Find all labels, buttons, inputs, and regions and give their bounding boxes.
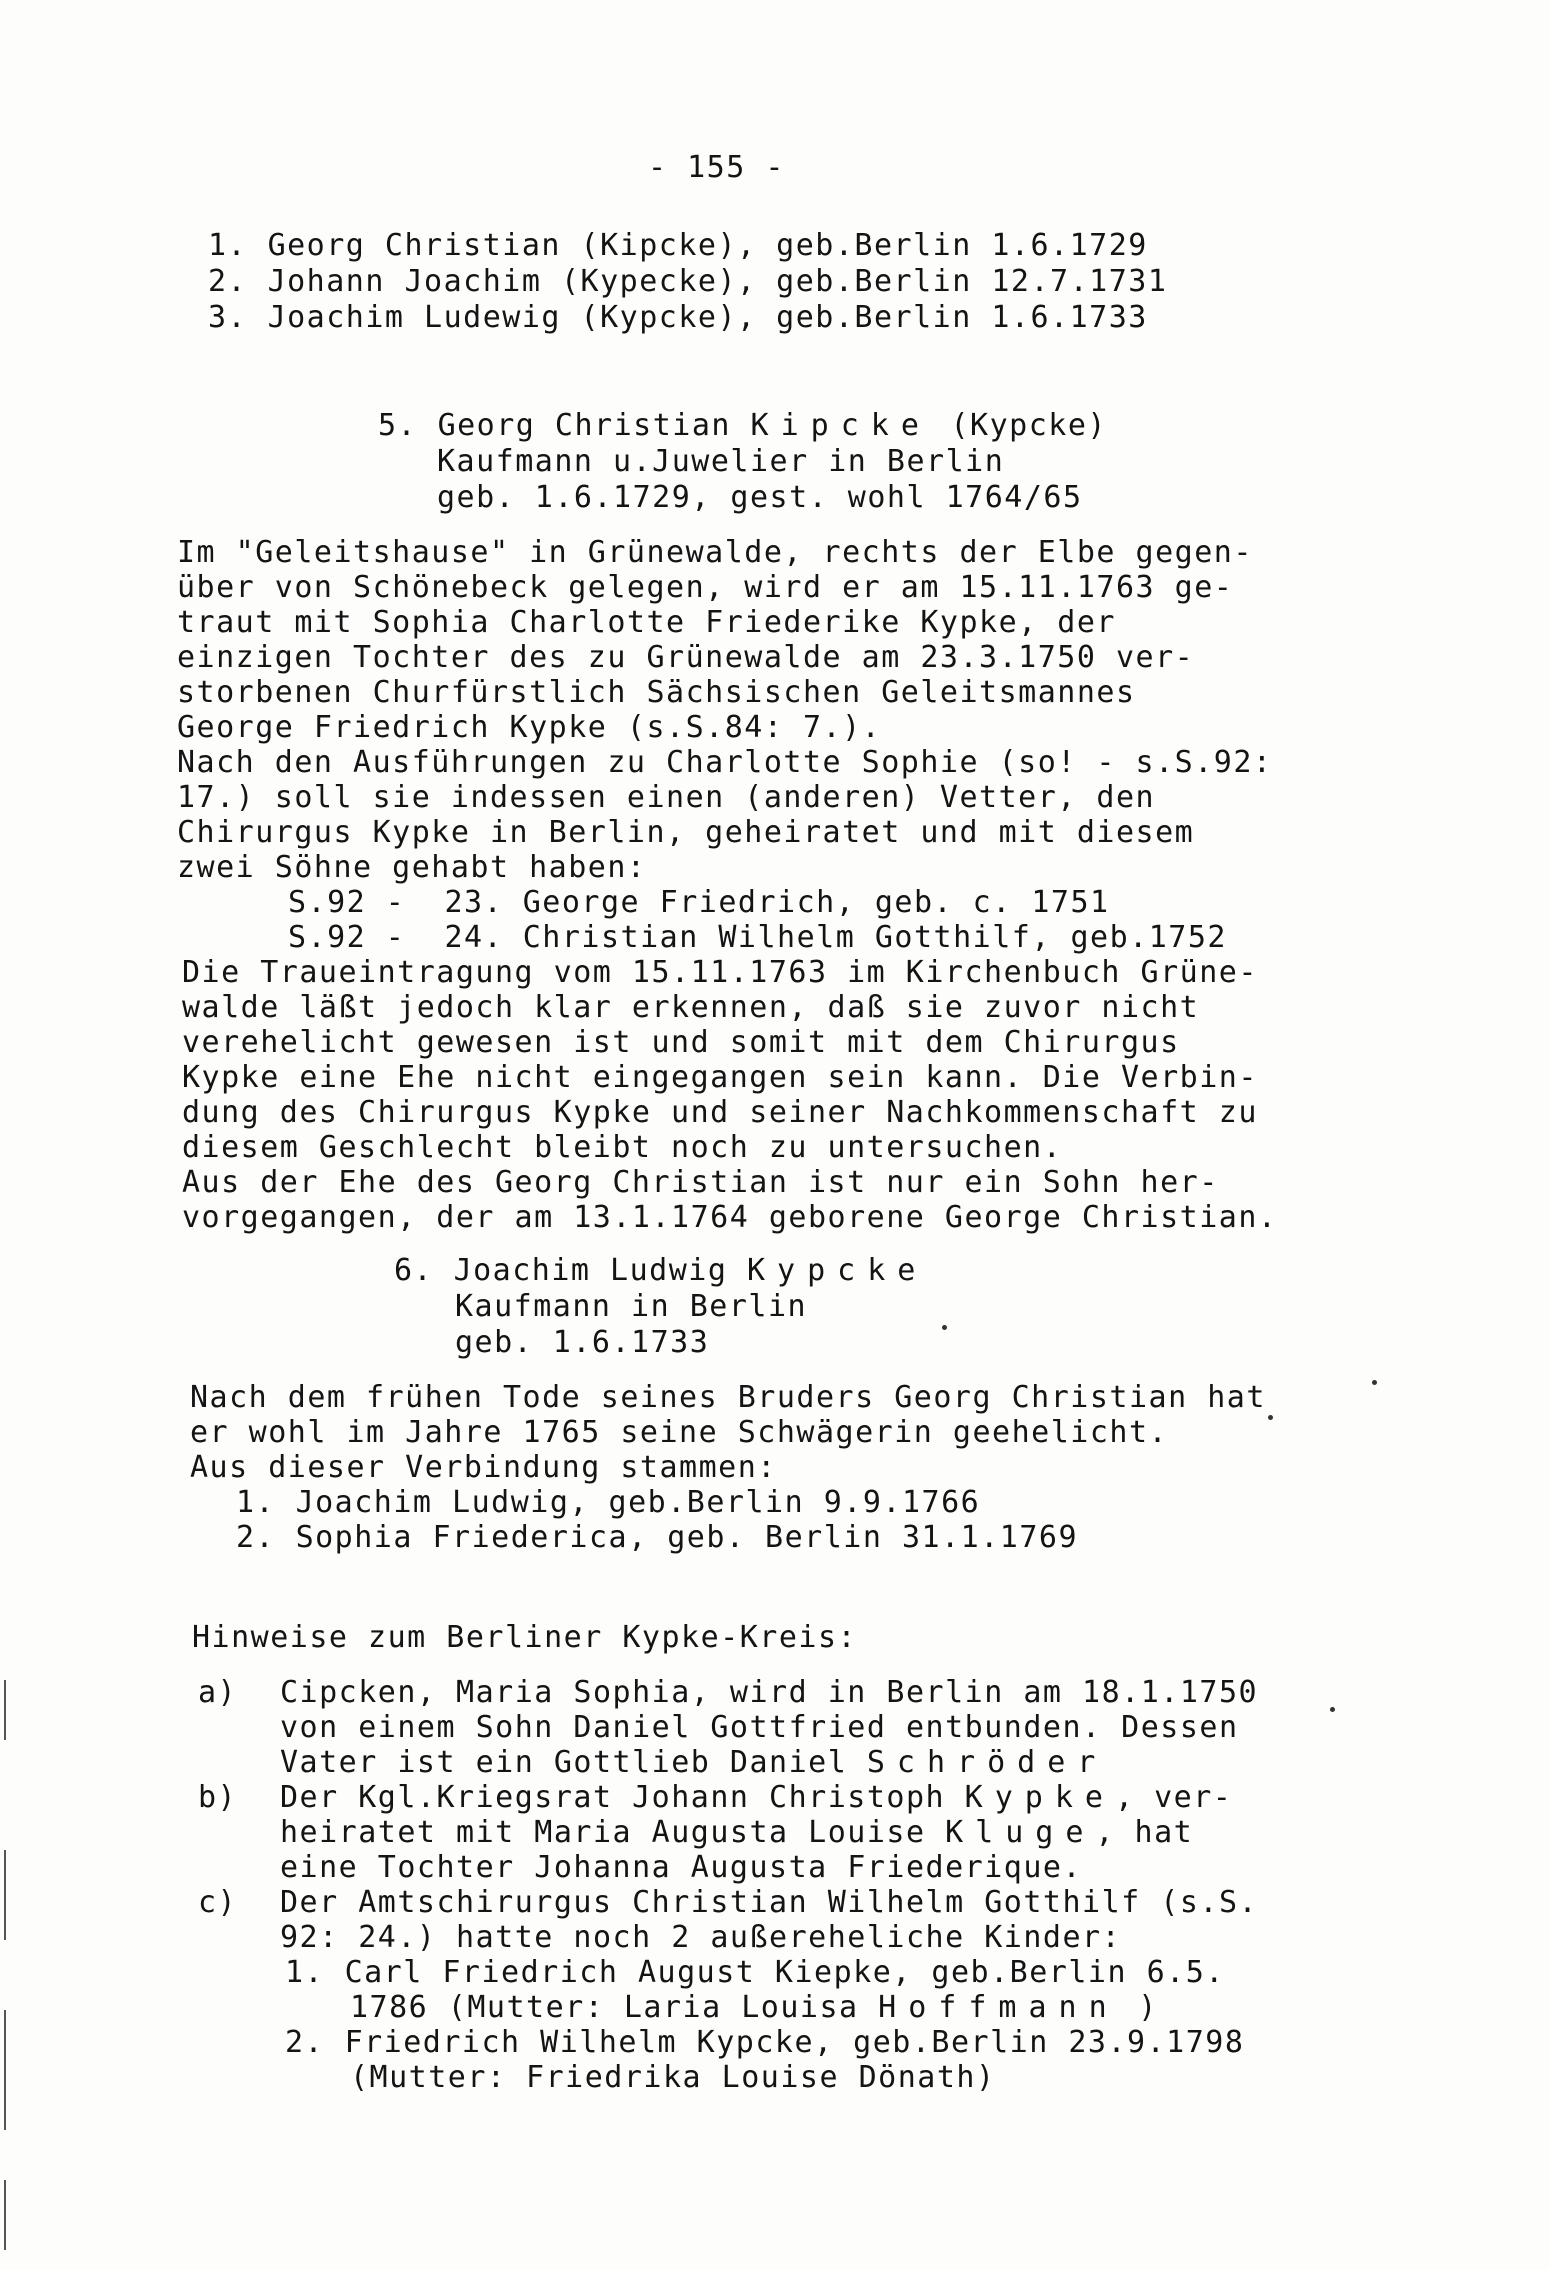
note-line: (Mutter: Friedrika Louise Dönath) xyxy=(350,2060,996,2095)
surname-spaced: Hoffmann xyxy=(878,1990,1119,2025)
section-number: 6. xyxy=(394,1253,434,1288)
body-line: Die Traueintragung vom 15.11.1763 im Kirchenbuch Grüne- xyxy=(182,955,1258,990)
section-5-heading xyxy=(378,408,1107,443)
note-line xyxy=(280,1815,1193,1850)
notes-heading: Hinweise zum Berliner Kypke-Kreis: xyxy=(192,1620,858,1655)
person-name: Joachim Ludwig xyxy=(453,1253,747,1288)
body-line: zwei Söhne gehabt haben: xyxy=(177,850,647,885)
body-line: Kypke eine Ehe nicht eingegangen sein kann. Die Verbin- xyxy=(182,1060,1258,1095)
note-label-b: b) xyxy=(198,1780,238,1815)
life-dates: geb. 1.6.1729, gest. wohl 1764/65 xyxy=(437,480,1083,515)
body-line: Im "Geleitshause" in Grünewalde, rechts der Elbe gegen- xyxy=(177,535,1253,570)
list-item xyxy=(236,1520,1078,1555)
body-line: einzigen Tochter des zu Grünewalde am 23.3.1750 ver- xyxy=(177,640,1195,675)
body-line: Aus dieser Verbindung stammen: xyxy=(190,1450,777,1485)
list-item xyxy=(208,264,1167,299)
list-item xyxy=(208,300,1148,335)
list-number: 3. xyxy=(208,300,248,335)
scan-edge-mark xyxy=(4,1680,6,1740)
note-text: , hat xyxy=(1095,1815,1194,1850)
section-6-heading xyxy=(394,1253,927,1288)
scan-edge-mark xyxy=(4,2010,6,2130)
note-text: Der Kgl.Kriegsrat Johann Christoph xyxy=(280,1780,965,1815)
list-text: Joachim Ludewig (Kypcke), geb.Berlin 1.6.1733 xyxy=(267,300,1148,335)
note-line: Der Amtschirurgus Christian Wilhelm Gotthilf (s.S. xyxy=(280,1885,1259,1920)
scan-speck xyxy=(1268,1415,1273,1420)
surname-spaced: Kluge xyxy=(945,1815,1096,1850)
note-text: Friedrich Wilhelm Kypcke, geb.Berlin 23.9.1798 xyxy=(344,2025,1245,2060)
body-line: dung des Chirurgus Kypke und seiner Nachkommenschaft zu xyxy=(182,1095,1258,1130)
body-line: über von Schönebeck gelegen, wird er am 15.11.1763 ge- xyxy=(177,570,1234,605)
list-number: 1. xyxy=(208,228,248,263)
scan-speck xyxy=(1372,1380,1377,1385)
list-number: 2. xyxy=(208,264,248,299)
reference-line: S.92 - 24. Christian Wilhelm Gotthilf, geb.1752 xyxy=(288,920,1227,955)
reference-line: S.92 - 23. George Friedrich, geb. c. 1751 xyxy=(288,885,1110,920)
scan-edge-mark xyxy=(4,1850,6,1940)
note-line: Cipcken, Maria Sophia, wird in Berlin am 18.1.1750 xyxy=(280,1675,1259,1710)
list-text: Georg Christian (Kipcke), geb.Berlin 1.6.1729 xyxy=(267,228,1148,263)
list-number: 2. xyxy=(236,1520,276,1555)
note-text: ) xyxy=(1118,1990,1158,2025)
body-line: diesem Geschlecht bleibt noch zu untersuchen. xyxy=(182,1130,1063,1165)
note-label-a: a) xyxy=(198,1675,238,1710)
occupation: Kaufmann in Berlin xyxy=(455,1289,808,1324)
life-dates: geb. 1.6.1733 xyxy=(455,1325,710,1360)
body-line: Nach den Ausführungen zu Charlotte Sophie (so! - s.S.92: xyxy=(177,745,1273,780)
list-text: Sophia Friederica, geb. Berlin 31.1.1769 xyxy=(295,1520,1079,1555)
note-line xyxy=(350,1990,1158,2025)
body-line: Aus der Ehe des Georg Christian ist nur ein Sohn her- xyxy=(182,1165,1219,1200)
scan-speck xyxy=(942,1325,947,1330)
list-item xyxy=(236,1485,980,1520)
surname-spaced: Kypcke xyxy=(747,1253,928,1288)
note-line: 92: 24.) hatte noch 2 außereheliche Kinder: xyxy=(280,1920,1122,1955)
page-number: - 155 - xyxy=(648,150,785,185)
body-line: verehelicht gewesen ist und somit mit dem Chirurgus xyxy=(182,1025,1180,1060)
note-text: Vater ist ein Gottlieb Daniel xyxy=(280,1745,867,1780)
note-text: heiratet mit Maria Augusta Louise xyxy=(280,1815,946,1850)
body-line: 17.) soll sie indessen einen (anderen) Vetter, den xyxy=(177,780,1156,815)
body-line: Chirurgus Kypke in Berlin, geheiratet und mit diesem xyxy=(177,815,1195,850)
list-number: 1. xyxy=(285,1955,325,1990)
occupation: Kaufmann u.Juwelier in Berlin xyxy=(437,444,1005,479)
note-subitem xyxy=(285,1955,1225,1990)
scan-edge-mark xyxy=(4,2180,6,2250)
body-line: storbenen Churfürstlich Sächsischen Geleitsmannes xyxy=(177,675,1136,710)
note-label-c: c) xyxy=(198,1885,238,1920)
body-line: traut mit Sophia Charlotte Friederike Kypke, der xyxy=(177,605,1116,640)
list-number: 2. xyxy=(285,2025,325,2060)
body-line: er wohl im Jahre 1765 seine Schwägerin geehelicht. xyxy=(190,1415,1169,1450)
note-text: , ver- xyxy=(1114,1780,1233,1815)
body-line: walde läßt jedoch klar erkennen, daß sie zuvor nicht xyxy=(182,990,1200,1025)
note-text: 1786 (Mutter: Laria Louisa xyxy=(350,1990,879,2025)
note-line xyxy=(280,1745,1107,1780)
note-line: von einem Sohn Daniel Gottfried entbunden. Dessen xyxy=(280,1710,1239,1745)
alt-surname: (Kypcke) xyxy=(930,408,1107,443)
person-name: Georg Christian xyxy=(437,408,751,443)
body-line: George Friedrich Kypke (s.S.84: 7.). xyxy=(177,710,882,745)
note-subitem xyxy=(285,2025,1244,2060)
surname-spaced: Schröder xyxy=(866,1745,1108,1780)
note-line: eine Tochter Johanna Augusta Friederique. xyxy=(280,1850,1083,1885)
list-text: Joachim Ludwig, geb.Berlin 9.9.1766 xyxy=(295,1485,981,1520)
list-text: Johann Joachim (Kypecke), geb.Berlin 12.7.1731 xyxy=(267,264,1168,299)
body-line: vorgegangen, der am 13.1.1764 geborene George Christian. xyxy=(182,1200,1278,1235)
list-number: 1. xyxy=(236,1485,276,1520)
note-line xyxy=(280,1780,1232,1815)
note-text: Carl Friedrich August Kiepke, geb.Berlin 6.5. xyxy=(344,1955,1225,1990)
section-number: 5. xyxy=(378,408,418,443)
list-item xyxy=(208,228,1148,263)
surname-spaced: Kipcke xyxy=(750,408,931,443)
body-line: Nach dem frühen Tode seines Bruders Georg Christian hat xyxy=(190,1380,1266,1415)
scan-speck xyxy=(1330,1707,1335,1712)
surname-spaced: Kypke xyxy=(964,1780,1115,1815)
